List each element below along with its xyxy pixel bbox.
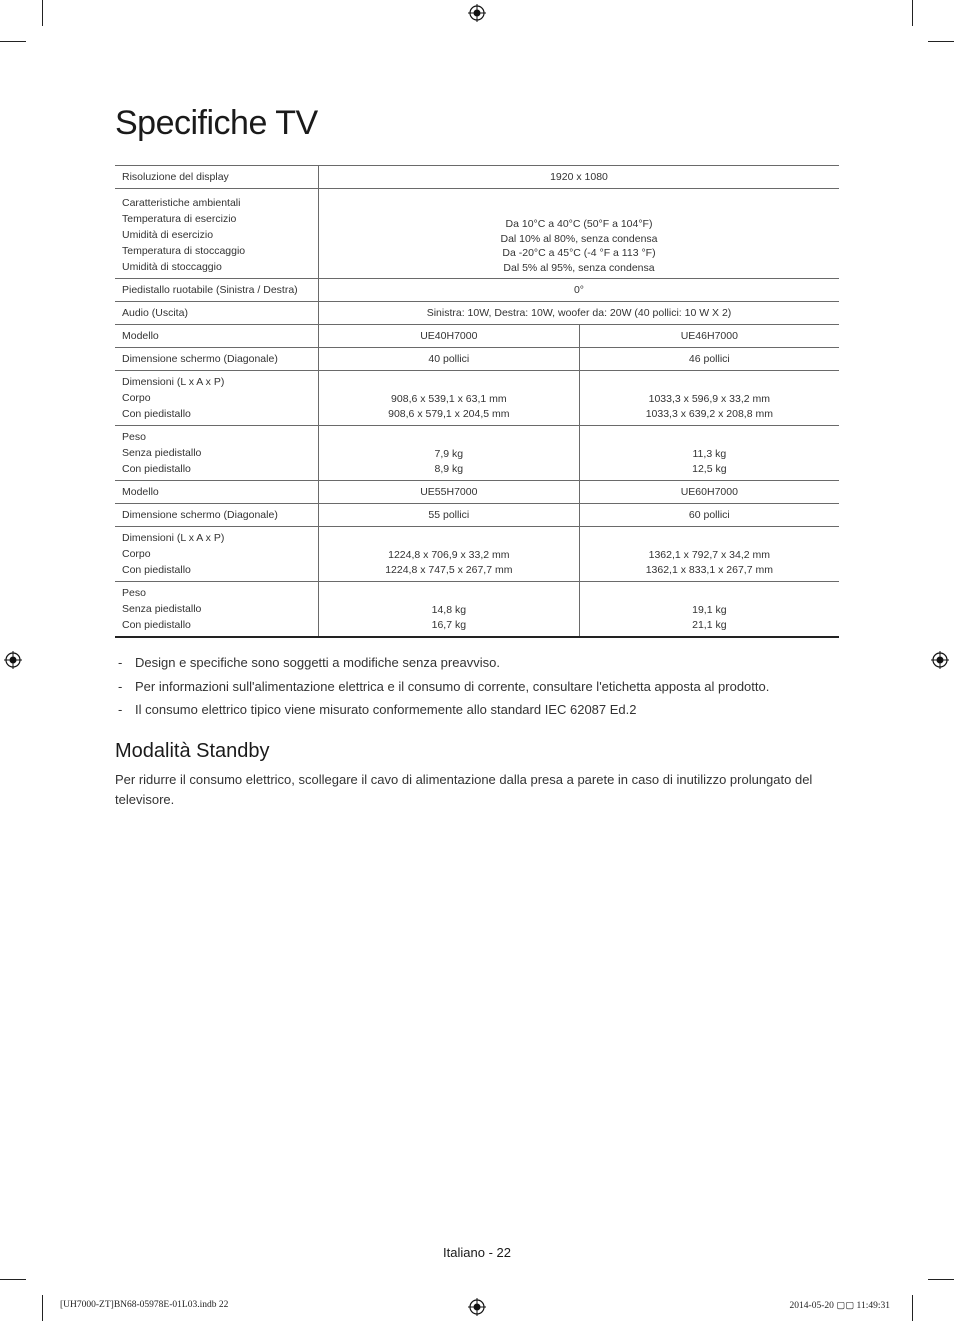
value-line: 16,7 kg: [431, 619, 467, 631]
row-label: Audio (Uscita): [115, 302, 319, 325]
dash-marker: -: [118, 702, 123, 717]
row-label: Risoluzione del display: [115, 166, 319, 189]
label-line: Temperatura di stoccaggio: [122, 245, 246, 257]
cell-value: Sinistra: 10W, Destra: 10W, woofer da: 20W (40 pollici: 10 W X 2): [319, 302, 840, 325]
label-line: Con piedistallo: [122, 408, 191, 420]
row-label: [115, 371, 319, 426]
list-item: [115, 655, 839, 671]
cell-value: 60 pollici: [579, 504, 839, 527]
value-line: 19,1 kg: [692, 604, 727, 616]
row-label: Dimensione schermo (Diagonale): [115, 348, 319, 371]
table-row: [115, 279, 839, 302]
standby-paragraph: Per ridurre il consumo elettrico, scollegare il cavo di alimentazione dalla presa a parete in caso di inutilizzo prolungato del televisore.: [115, 772, 813, 807]
page-number: Italiano - 22: [443, 1245, 511, 1260]
value-line: 14,8 kg: [431, 604, 467, 616]
row-label: Modello: [115, 481, 319, 504]
table-row: [115, 189, 839, 279]
row-label: Modello: [115, 325, 319, 348]
note-text: Per informazioni sull'alimentazione elettrica e il consumo di corrente, consultare l'etichetta apposta al prodotto.: [135, 678, 770, 694]
label-line: Umidità di stoccaggio: [122, 261, 222, 273]
cell-value: 1920 x 1080: [319, 166, 840, 189]
row-label: [115, 426, 319, 481]
table-row: [115, 481, 839, 504]
table-row: [115, 504, 839, 527]
row-label: [115, 582, 319, 638]
value-line: 1362,1 x 792,7 x 34,2 mm: [648, 549, 771, 561]
crop-mark: [912, 1295, 913, 1321]
value-line: 1224,8 x 706,9 x 33,2 mm: [388, 549, 510, 561]
value-line: 1362,1 x 833,1 x 267,7 mm: [645, 564, 773, 576]
footer-timestamp: 2014-05-20 ▢▢ 11:49:31: [789, 1301, 890, 1311]
row-label: [115, 189, 319, 279]
crop-mark: [928, 1279, 954, 1280]
table-row: [115, 348, 839, 371]
value-line: 908,6 x 539,1 x 63,1 mm: [391, 393, 507, 405]
label-line: Con piedistallo: [122, 619, 191, 631]
table-row: [115, 426, 839, 481]
label-line: Dimensioni (L x A x P): [122, 532, 225, 544]
crop-mark: [912, 0, 913, 26]
note-text: Il consumo elettrico tipico viene misurato conformemente allo standard IEC 62087 Ed.2: [135, 702, 637, 717]
cell-value: [579, 371, 839, 426]
row-label: Dimensione schermo (Diagonale): [115, 504, 319, 527]
cell-value: [319, 371, 580, 426]
label-line: Senza piedistallo: [122, 603, 202, 615]
crop-mark: [42, 1295, 43, 1321]
label-line: Umidità di esercizio: [122, 229, 214, 241]
value-line: 1033,3 x 596,9 x 33,2 mm: [648, 393, 771, 405]
table-row: [115, 302, 839, 325]
cell-value: [319, 582, 580, 638]
page-title: Specifiche TV: [115, 104, 318, 142]
registration-mark-icon: [468, 4, 486, 22]
cell-value: UE60H7000: [579, 481, 839, 504]
list-item: [115, 702, 839, 718]
value-line: 11,3 kg: [692, 448, 727, 460]
crop-mark: [42, 0, 43, 26]
cell-value: [319, 426, 580, 481]
label-line: Peso: [122, 587, 146, 599]
value-line: 1033,3 x 639,2 x 208,8 mm: [645, 408, 773, 420]
registration-mark-icon: [468, 1298, 486, 1316]
table-row: [115, 166, 839, 189]
note-text: Design e specifiche sono soggetti a modifiche senza preavviso.: [135, 655, 500, 670]
value-line: 1224,8 x 747,5 x 267,7 mm: [385, 564, 513, 576]
value-line: Dal 10% al 80%, senza condensa: [500, 232, 658, 245]
label-line: Con piedistallo: [122, 564, 191, 576]
cell-value: [319, 527, 580, 582]
table-row: [115, 371, 839, 426]
label-line: Peso: [122, 431, 146, 443]
label-line: Dimensioni (L x A x P): [122, 376, 225, 388]
cell-value: 55 pollici: [319, 504, 580, 527]
list-item: [115, 679, 839, 695]
cell-value: 40 pollici: [319, 348, 580, 371]
registration-mark-icon: [931, 651, 949, 669]
label-line: Caratteristiche ambientali: [122, 197, 241, 209]
cell-value: UE46H7000: [579, 325, 839, 348]
cell-value: [319, 189, 840, 279]
label-line: Temperatura di esercizio: [122, 213, 237, 225]
dash-marker: -: [118, 678, 123, 694]
crop-mark: [0, 41, 26, 42]
crop-mark: [928, 41, 954, 42]
value-line: 908,6 x 579,1 x 204,5 mm: [388, 408, 510, 420]
dash-marker: -: [118, 655, 123, 670]
cell-value: UE40H7000: [319, 325, 580, 348]
section-heading: Modalità Standby: [115, 740, 270, 762]
cell-value: 0°: [319, 279, 840, 302]
row-label: Piedistallo ruotabile (Sinistra / Destra): [115, 279, 319, 302]
table-row: [115, 527, 839, 582]
value-line: 8,9 kg: [434, 463, 464, 475]
notes-list: [115, 655, 839, 726]
table-row: [115, 325, 839, 348]
cell-value: UE55H7000: [319, 481, 580, 504]
registration-mark-icon: [4, 651, 22, 669]
value-line: Da 10°C a 40°C (50°F a 104°F): [505, 218, 653, 230]
row-label: [115, 527, 319, 582]
crop-mark: [0, 1279, 26, 1280]
label-line: Senza piedistallo: [122, 447, 202, 459]
spec-table: [115, 165, 839, 638]
label-line: Corpo: [122, 392, 151, 404]
cell-value: [579, 426, 839, 481]
value-line: Da -20°C a 45°C (-4 °F a 113 °F): [502, 247, 656, 259]
label-line: Con piedistallo: [122, 463, 191, 475]
value-line: 21,1 kg: [692, 619, 727, 631]
table-row: [115, 582, 839, 638]
value-line: Dal 5% al 95%, senza condensa: [503, 261, 655, 274]
cell-value: 46 pollici: [579, 348, 839, 371]
value-line: 12,5 kg: [692, 463, 727, 475]
footer-file: [UH7000-ZT]BN68-05978E-01L03.indb 22: [60, 1300, 229, 1310]
cell-value: [579, 582, 839, 638]
cell-value: [579, 527, 839, 582]
label-line: Corpo: [122, 548, 151, 560]
value-line: 7,9 kg: [434, 448, 464, 460]
